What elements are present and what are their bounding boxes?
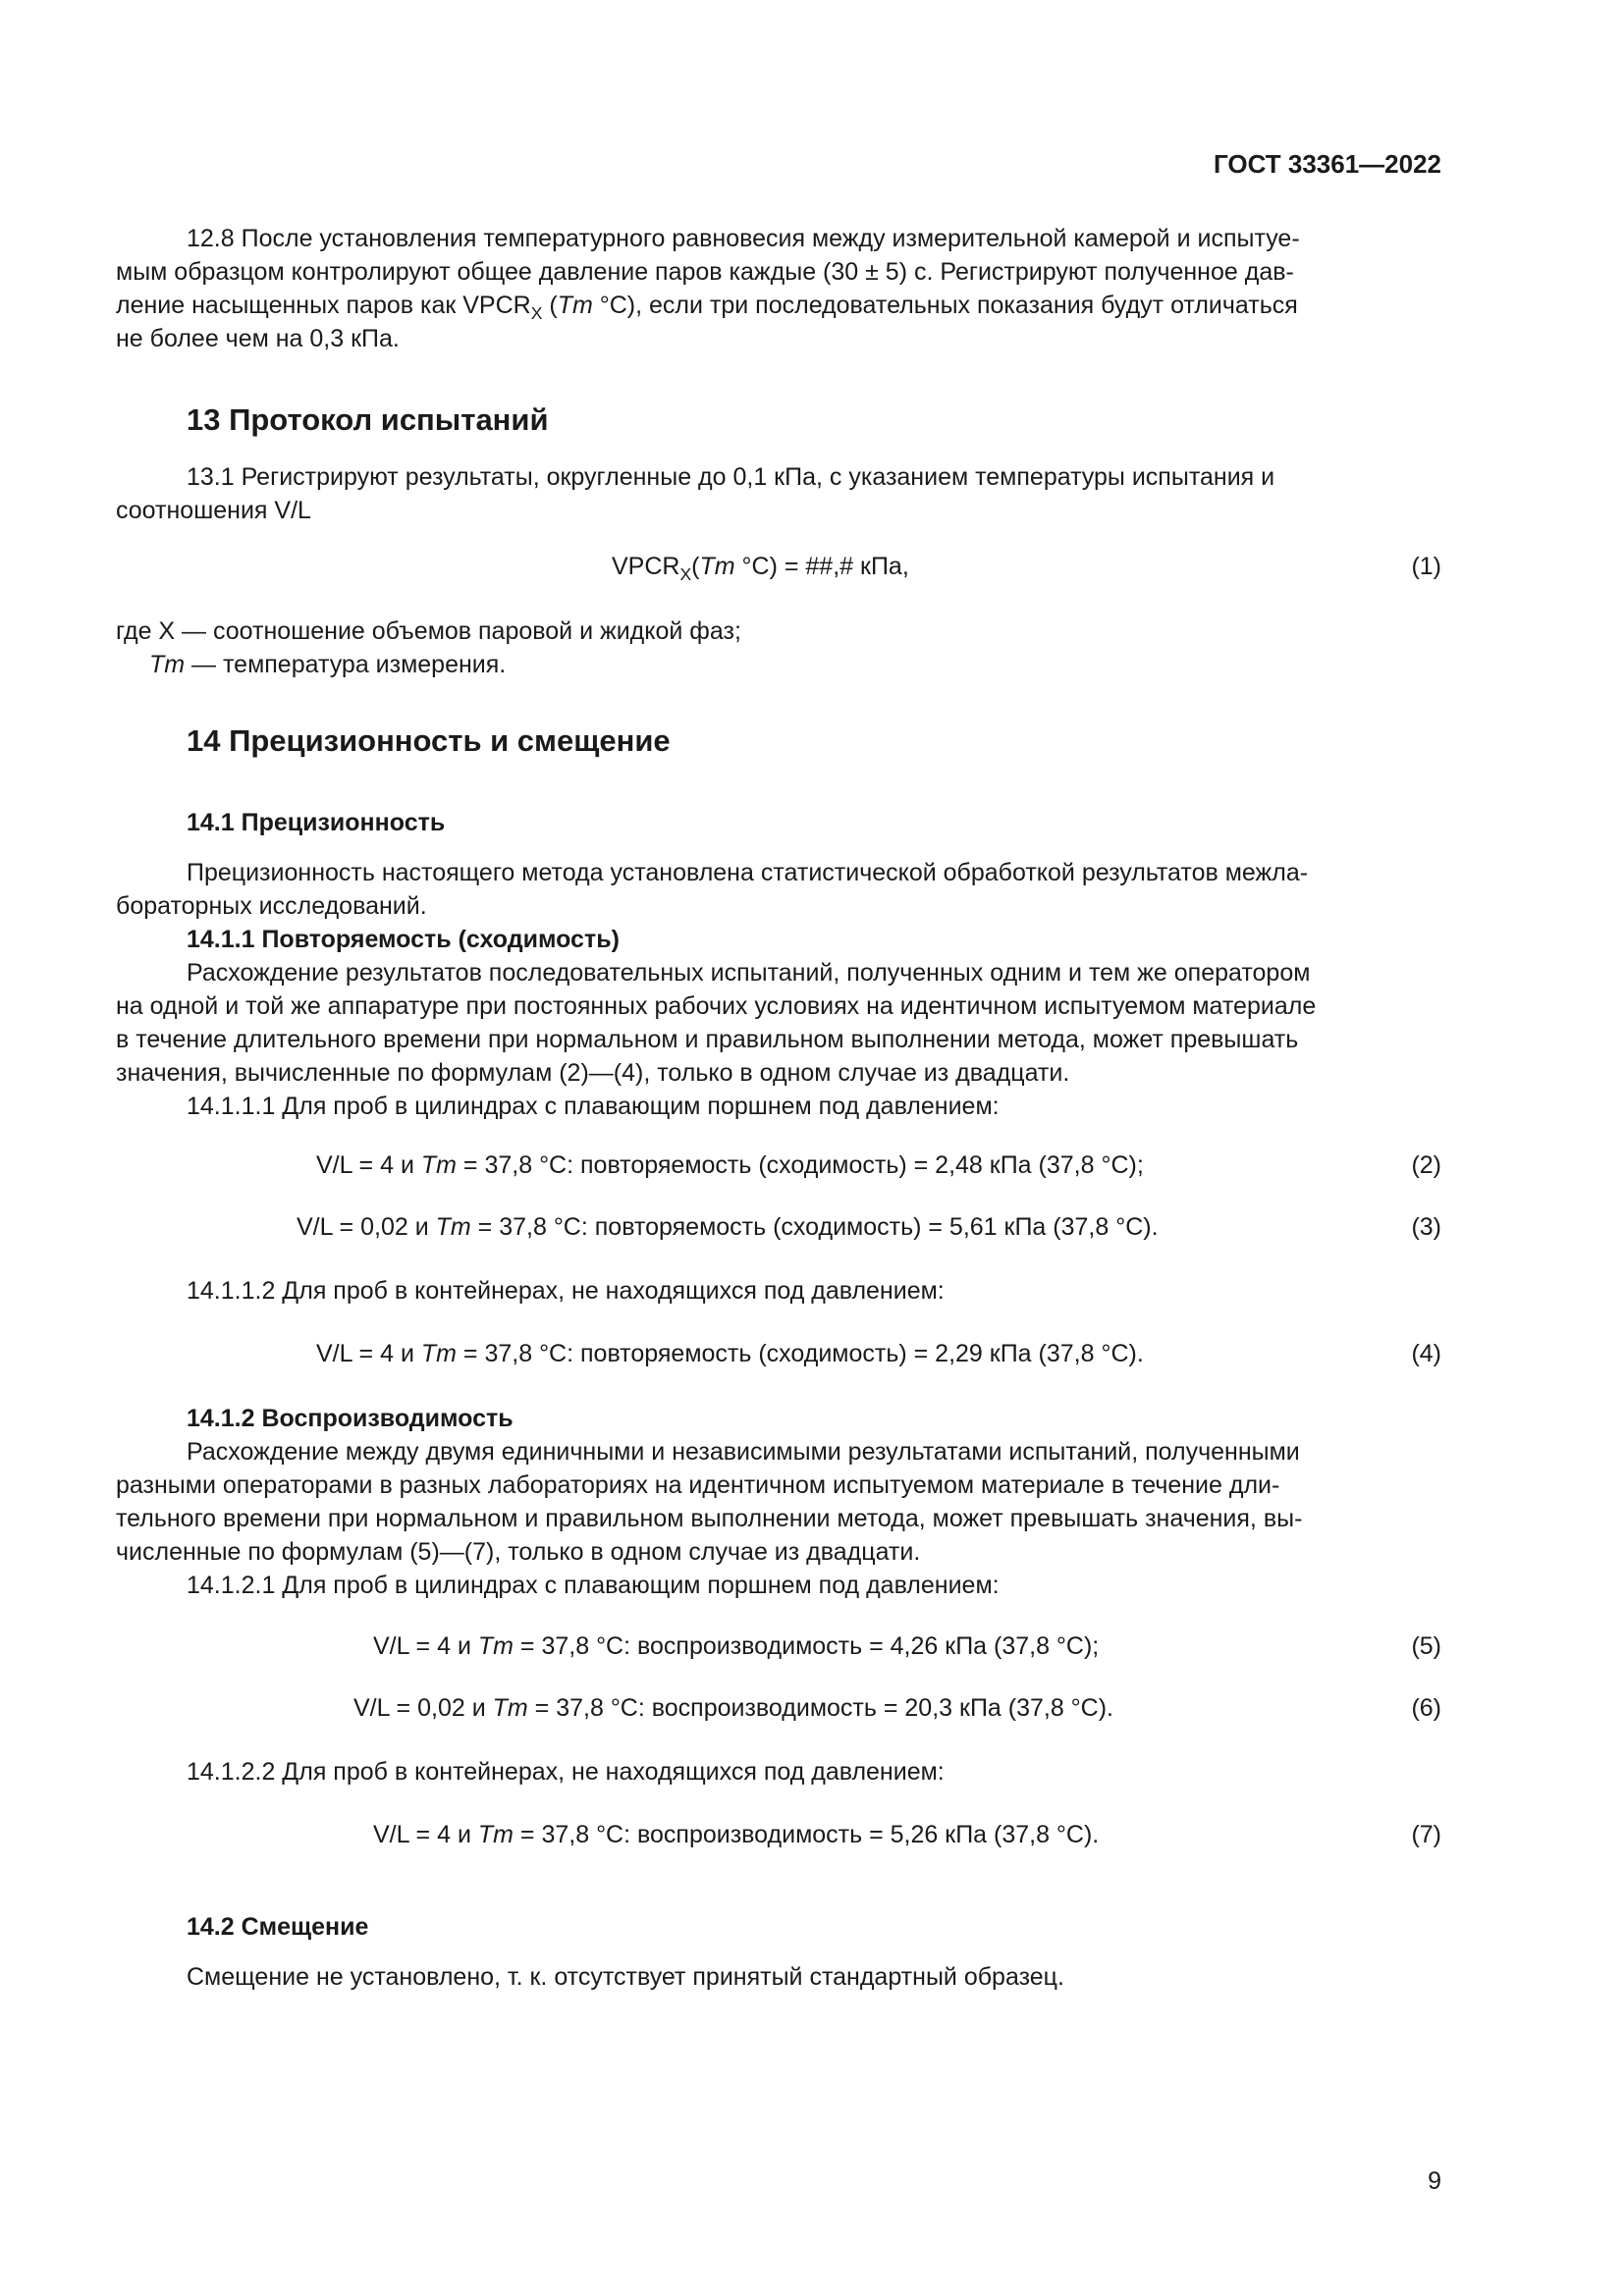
text-line: 14.1.2.1 Для проб в цилиндрах с плавающим поршнем под давлением:	[187, 1572, 1000, 1599]
legend-line: Tm — температура измерения.	[149, 651, 507, 678]
paragraph-14-1-2-2	[116, 1755, 1441, 1789]
legend-line: где Х — соотношение объемов паровой и жидкой фаз;	[116, 617, 741, 645]
formula-number: (4)	[1411, 1340, 1441, 1367]
paragraph-14-1-2	[116, 1435, 1441, 1602]
section-14-1-2-title: 14.1.2 Воспроизводимость	[187, 1405, 514, 1432]
paragraph-14-1	[116, 856, 1441, 923]
text-line: значения, вычисленные по формулам (2)—(4), только в одном случае из двадцати.	[116, 1059, 1070, 1087]
text-line: Смещение не установлено, т. к. отсутствует принятый стандартный образец.	[187, 1963, 1064, 1991]
text-line: 12.8 После установления температурного равновесия между измерительной камерой и испытуе-	[187, 225, 1300, 252]
formula-expression: V/L = 0,02 и Tm = 37,8 °С: повторяемость (сходимость) = 5,61 кПа (37,8 °С).	[297, 1213, 1159, 1241]
section-14-1-title: 14.1 Прецизионность	[187, 809, 446, 836]
formula-7	[116, 1818, 1441, 1851]
formula-number: (6)	[1411, 1694, 1441, 1722]
formula-legend	[116, 614, 1441, 681]
paragraph-12-8	[116, 222, 1441, 355]
paragraph-14-2	[116, 1960, 1441, 1994]
formula-2	[116, 1148, 1441, 1182]
document-header: ГОСТ 33361—2022	[1214, 149, 1441, 179]
formula-1	[116, 550, 1441, 583]
formula-number: (2)	[1411, 1151, 1441, 1179]
section-14-title: 14 Прецизионность и смещение	[187, 723, 671, 758]
formula-expression: $VPCR_X(Tm$ °С) = ##,# кПа,	[612, 553, 909, 585]
paragraph-14-1-1	[116, 956, 1441, 1123]
text-line: мым образцом контролируют общее давление паров каждые (30 ± 5) с. Регистрируют полученное дав-	[116, 258, 1294, 286]
section-13-title: 13 Протокол испытаний	[187, 402, 549, 437]
paragraph-14-1-1-2	[116, 1274, 1441, 1308]
text-line: 14.1.2.2 Для проб в контейнерах, не находящихся под давлением:	[187, 1758, 945, 1786]
text-line: 13.1 Регистрируют результаты, округленные до 0,1 кПа, с указанием температуры испытания и	[187, 463, 1275, 491]
text-line: численные по формулам (5)—(7), только в одном случае из двадцати.	[116, 1538, 921, 1566]
text-line: не более чем на 0,3 кПа.	[116, 325, 400, 352]
formula-6	[116, 1691, 1441, 1725]
formula-3	[116, 1210, 1441, 1244]
page-number: 9	[1428, 2167, 1441, 2195]
text-line: тельного времени при нормальном и правильном выполнении метода, может превышать значения, вы-	[116, 1505, 1303, 1532]
formula-number: (1)	[1411, 553, 1441, 580]
text-line: 14.1.1.1 Для проб в цилиндрах с плавающим поршнем под давлением:	[187, 1093, 1000, 1120]
formula-number: (3)	[1411, 1213, 1441, 1241]
formula-expression: V/L = 4 и Tm = 37,8 °С: воспроизводимость = 4,26 кПа (37,8 °С);	[373, 1632, 1100, 1660]
text-line: Прецизионность настоящего метода установлена статистической обработкой результатов межла-	[187, 859, 1309, 886]
section-14-2-title: 14.2 Смещение	[187, 1913, 369, 1941]
text-line: на одной и той же аппаратуре при постоянных рабочих условиях на идентичном испытуемом материале	[116, 992, 1317, 1020]
formula-expression: V/L = 0,02 и Tm = 37,8 °С: воспроизводимость = 20,3 кПа (37,8 °С).	[353, 1694, 1114, 1722]
formula-5	[116, 1629, 1441, 1663]
text-line: Расхождение между двумя единичными и независимыми результатами испытаний, полученными	[187, 1438, 1300, 1466]
section-14-1-1-title: 14.1.1 Повторяемость (сходимость)	[187, 926, 620, 953]
formula-expression: V/L = 4 и Tm = 37,8 °С: воспроизводимость = 5,26 кПа (37,8 °С).	[373, 1821, 1100, 1848]
text-line: 14.1.1.2 Для проб в контейнерах, не находящихся под давлением:	[187, 1277, 945, 1305]
text-line: ление насыщенных паров как $VPCR_X$ (Tm °С), если три последовательных показания будут отличаться	[116, 292, 1298, 324]
text-line: бораторных исследований.	[116, 892, 427, 920]
paragraph-13-1	[116, 460, 1441, 527]
formula-4	[116, 1337, 1441, 1370]
formula-expression: V/L = 4 и Tm = 37,8 °С: повторяемость (сходимость) = 2,29 кПа (37,8 °С).	[316, 1340, 1144, 1367]
text-line: Расхождение результатов последовательных испытаний, полученных одним и тем же оператором	[187, 959, 1311, 987]
text-line: в течение длительного времени при нормальном и правильном выполнении метода, может превышать	[116, 1026, 1299, 1053]
text-line: соотношения V/L	[116, 497, 311, 524]
formula-number: (5)	[1411, 1632, 1441, 1660]
formula-number: (7)	[1411, 1821, 1441, 1848]
text-line: разными операторами в разных лабораториях на идентичном испытуемом материале в течение дли-	[116, 1471, 1280, 1499]
formula-expression: V/L = 4 и Tm = 37,8 °С: повторяемость (сходимость) = 2,48 кПа (37,8 °С);	[316, 1151, 1144, 1179]
